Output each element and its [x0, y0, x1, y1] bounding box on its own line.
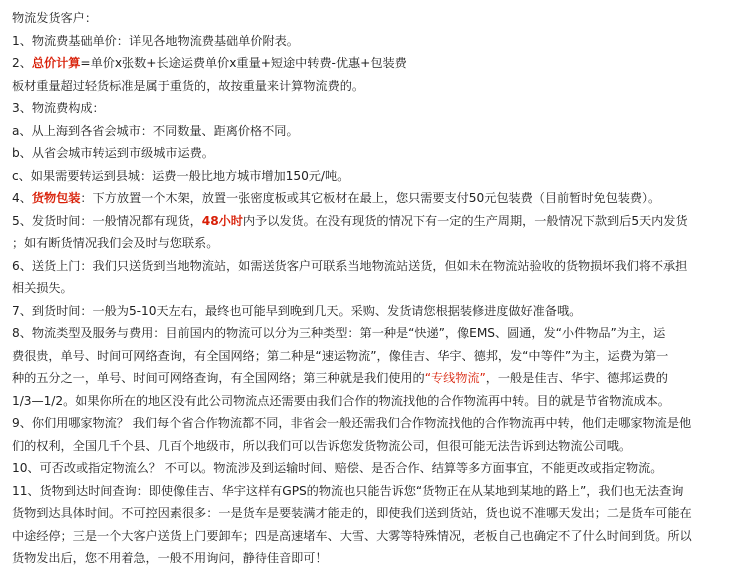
item-11-continued-1: 货物到达具体时间。不可控因素很多：一是货车是要装满才能走的，即使我们送到货站，货也说不准哪天发出；二是货车可能在	[12, 506, 692, 520]
item-3a: a、从上海到各省会城市：不同数量、距离价格不同。	[12, 123, 299, 138]
weight-note: 板材重量超过轻货标准是属于重货的，故按重量来计算物流费的。	[12, 78, 364, 93]
item-8-text-b: ，一般是佳吉、华宇、德邦运费的	[485, 371, 668, 385]
item-9-continued: 们的权利，全国几千个县、几百个地级市，所以我们可以告诉您发货物流公司，但很可能无法告诉到达物流公司哦。	[12, 438, 632, 453]
item-8-logistics-types: 8、物流类型及服务与费用：目前国内的物流可以分为三种类型：第一种是“快递”，像EMS、圆通，发“小件物品”为主，运	[12, 326, 666, 340]
item-8-text-a: 种的五分之一，单号、时间可网络查询，有全国网络；第三种就是我们使用的	[12, 371, 425, 385]
item-8-continued-1: 费很贵，单号、时间可网络查询，有全国网络；第二种是“速运物流”，像佳吉、华宇、德邦，发“中等件”为主，运费为第一	[12, 348, 669, 363]
highlight-dedicated-line: “专线物流”	[424, 371, 486, 385]
item-3c: c、如果需要转运到县城：运费一般比地方城市增加150元/吨。	[12, 168, 350, 183]
item-6-delivery: 6、送货上门：我们只送货到当地物流站，如需送货客户可联系当地物流站送货，但如未在物流站验收的货物损坏我们将不承担	[12, 258, 688, 273]
highlight-total-price: 总价计算	[31, 56, 81, 70]
item-9-which-carrier: 9、你们用哪家物流？ 我们每个省合作物流都不同，非省会一般还需我们合作物流找他的合作物流再中转，他们走哪家物流是他	[12, 416, 692, 430]
highlight-packaging: 货物包装	[31, 191, 81, 205]
item-2-total-price	[12, 52, 744, 75]
item-3-heading: 3、物流费构成：	[12, 101, 105, 115]
highlight-48h: 48小时	[201, 213, 243, 228]
item-5-text-b: 内予以发货。在没有现货的情况下有一定的生产周期，一般情况下款到后5天内发货	[242, 213, 688, 228]
item-10-change-carrier: 10、可否改或指定物流么？ 不可以。物流涉及到运输时间、赔偿、是否合作、结算等多方面事宜，不能更改或指定物流。	[12, 461, 663, 475]
item-5-text-a: 5、发货时间：一般情况都有现货，	[12, 213, 202, 228]
item-11-arrival-query: 11、货物到达时间查询：即使像佳吉、华宇这样有GPS的物流也只能告诉您“货物正在从某地到某地的路上”，我们也无法查询	[12, 483, 684, 498]
item-4-text: ：下方放置一个木架，放置一张密度板或其它板材在最上，您只需要支付50元包装费（目前暂时免包装费）。	[80, 191, 661, 205]
heading: 物流发货客户：	[12, 11, 97, 25]
item-3b: b、从省会城市转运到市级城市运费。	[12, 146, 214, 160]
item-2-formula: =单价x张数+长途运费单价x重量+短途中转费-优惠+包装费	[80, 56, 407, 70]
item-5-continued: ；如有断货情况我们会及时与您联系。	[12, 236, 219, 250]
item-6-continued: 相关损失。	[12, 281, 73, 295]
item-11-continued-2: 中途经停；三是一个大客户送货上门要卸车；四是高速堵车、大雪、大雾等特殊情况，老板自己也确定不了什么时间到货。所以	[12, 528, 692, 543]
item-4-packaging	[12, 187, 744, 210]
item-2-number: 2、	[12, 56, 32, 70]
item-1-base-price: 1、物流费基础单价：详见各地物流费基础单价附表。	[12, 33, 299, 48]
item-11-continued-3: 货物发出后，您不用着急，一般不用询问，静待佳音即可！	[12, 551, 328, 565]
item-5-ship-time	[12, 210, 744, 233]
item-8-continued-2	[12, 367, 744, 390]
item-7-arrival: 7、到货时间：一般为5-10天左右，最终也可能早到晚到几天。采购、发货请您根据装修进度做好准备哦。	[12, 303, 582, 318]
item-8-continued-3: 1/3—1/2。如果你所在的地区没有此公司物流点还需要由我们合作的物流找他的合作物流再中转。目的就是节省物流成本。	[12, 393, 670, 408]
item-4-number: 4、	[12, 191, 32, 205]
